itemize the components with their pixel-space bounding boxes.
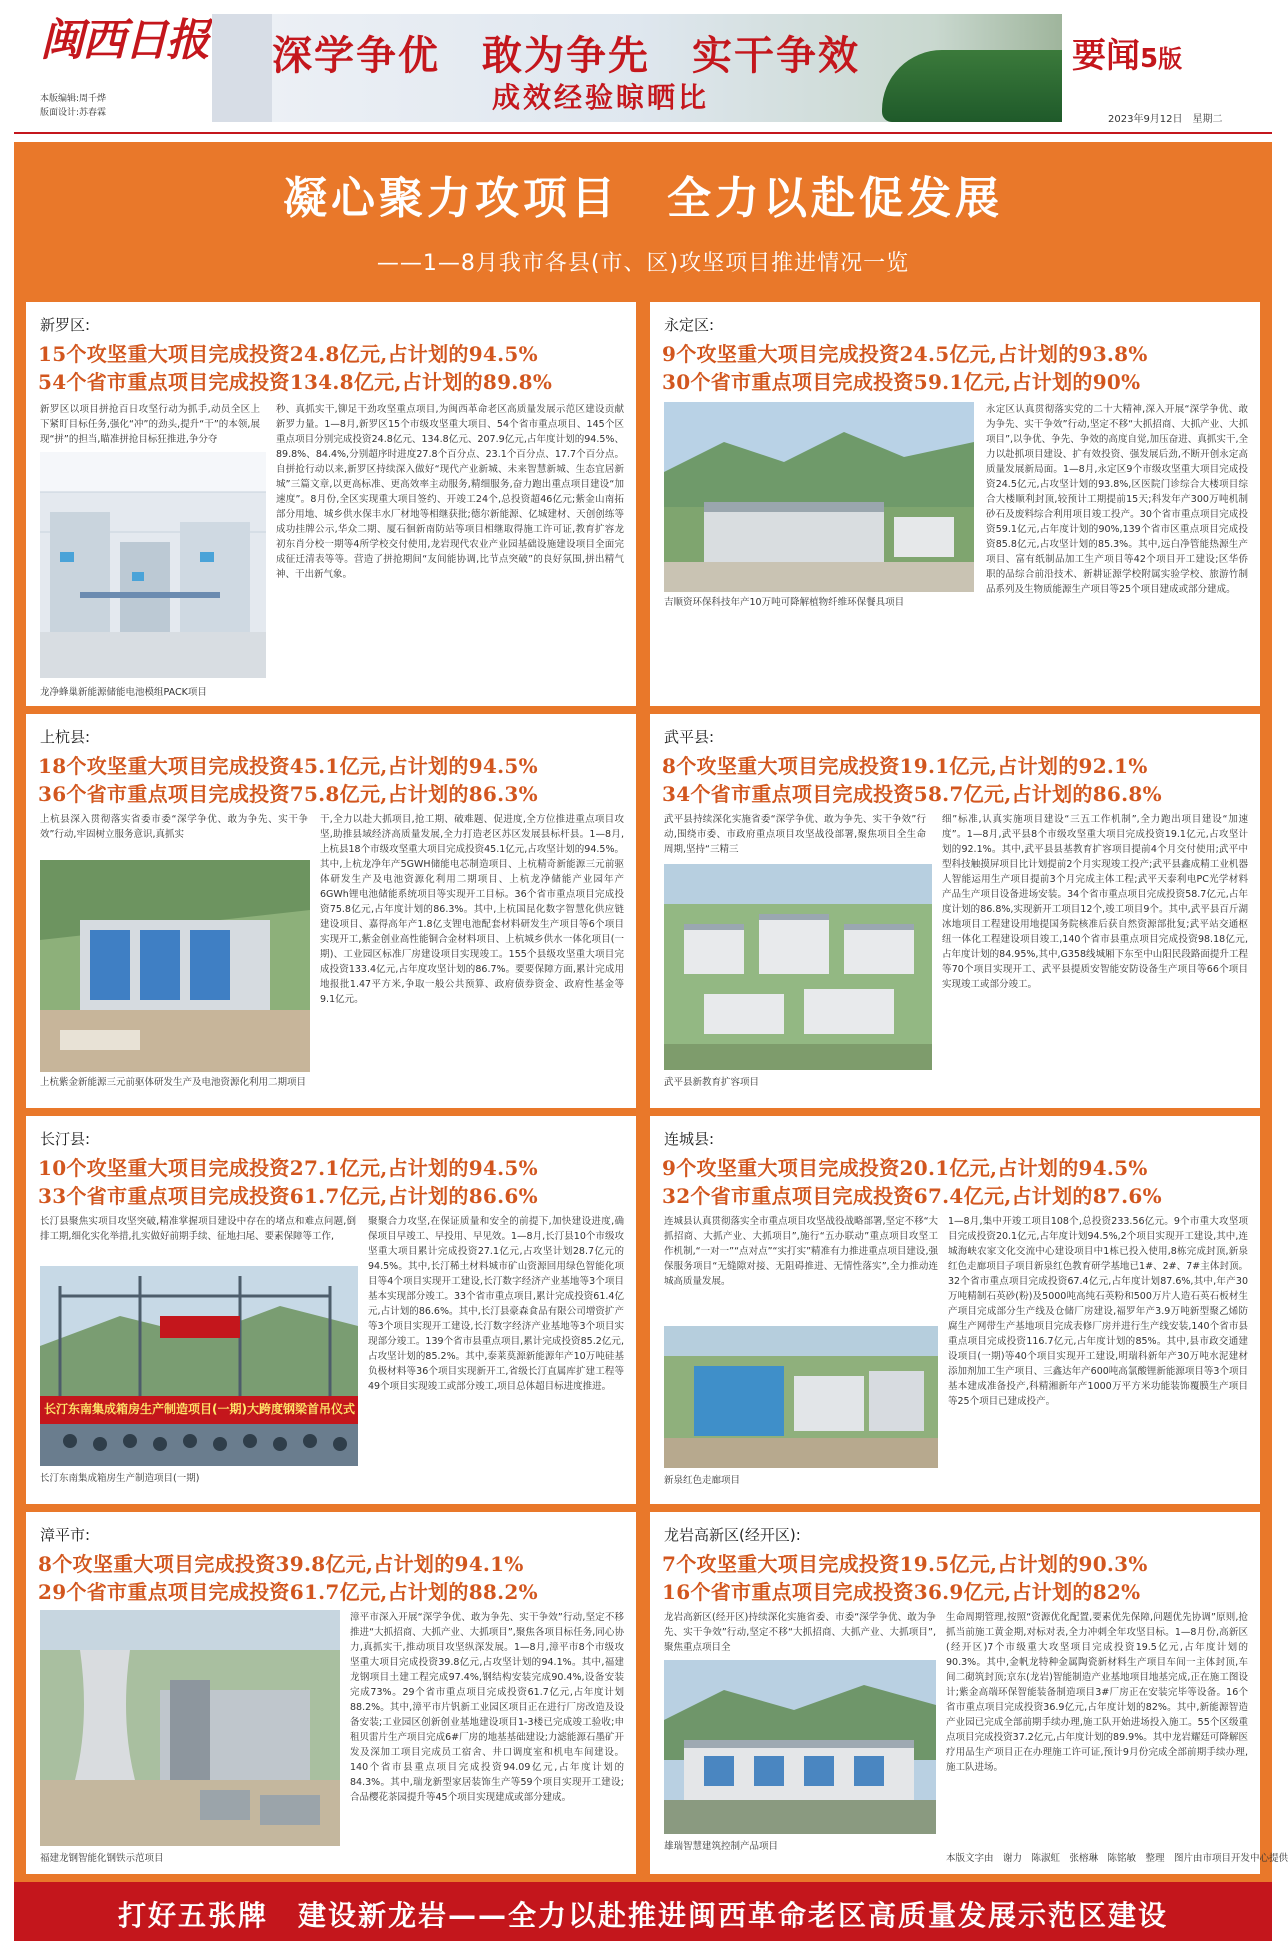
- project-photo: [664, 864, 932, 1070]
- banner-subslogan: 成效经验晾晒比: [492, 81, 710, 114]
- headline-key-projects: 16个省市重点项目完成投资36.9亿元,占计划的82%: [662, 1580, 1141, 1604]
- photo-caption: 武平县新教育扩容项目: [664, 1077, 760, 1088]
- photo-caption: 福建龙钢智能化钢铁示范项目: [40, 1853, 164, 1864]
- page-suffix: 版: [1158, 45, 1183, 73]
- headline-major-projects: 15个攻坚重大项目完成投资24.8亿元,占计划的94.5%: [38, 342, 538, 366]
- county-name: 新罗区:: [40, 316, 91, 334]
- campaign-banner: [212, 14, 1062, 122]
- photo-caption: 吉顺资环保科技年产10万吨可降解植物纤维环保餐具项目: [664, 597, 905, 608]
- article-text-intro: 连城县认真贯彻落实全市重点项目攻坚战役战略部署,坚定不移“大抓招商、大抓产业、大抓项目”,施行“五办联动”重点项目攻坚工作机制,“一对一”“点对点”“实打实”精准有力推进重点项目建设,强保服务项目“无缝隙对接、无阻碍推进、无情性落实”,全力推动连城高质量发展。: [664, 1216, 938, 1287]
- county-name: 上杭县:: [40, 728, 91, 746]
- article-text-intro: 长汀县聚焦实项目攻坚突破,精准掌握项目建设中存在的堵点和难点问题,倒排工期,细化实化举措,扎实做好前期手续、征地扫尾、要素保障等工作,: [40, 1216, 356, 1242]
- headline-key-projects: 30个省市重点项目完成投资59.1亿元,占计划的90%: [662, 370, 1141, 394]
- panel-shanghang: [26, 714, 636, 1108]
- photo-caption: 新泉红色走廊项目: [664, 1475, 741, 1486]
- headline-key-projects: 54个省市重点项目完成投资134.8亿元,占计划的89.8%: [38, 370, 553, 394]
- article-text-intro: 武平县持续深化实施省委“深学争优、敢为争先、实干争效”行动,围绕市委、市政府重点项目攻坚战役部署,聚焦项目全生命周期,坚持“三精三: [664, 814, 926, 855]
- headline-major-projects: 9个攻坚重大项目完成投资24.5亿元,占计划的93.8%: [662, 342, 1148, 366]
- article-text: 细”标准,认真实施项目建设“三五工作机制”,全力跑出项目建设“加速度”。1—8月,武平县8个市级攻坚重大项目完成投资19.1亿元,占攻坚计划的92.1%。其中,武平县县基教育扩容项目提前4个月交付使用;武平中型科技触摸屏项目比计划提前2个月实现竣工投产;武平县鑫成精工业机器人智能运用生产项目提前3个月完成主体工程;武平天泰利电PC光学材料产品生产项目设备进场安装。34个省市重点项目完成投资58.7亿元,占年度计划的86.8%,实现新开工项目12个,竣工项目9个。其中,武平县百斤湖冰地项目工程建设用地提国务院核准后获自然资源部批复;武平站交通枢纽一体化工程建设项目竣工,140个省市县重点项目完成投资98.18亿元,占年度计划的84.95%,其中,G358线城厢下东至中山阳民段路面提升工程等70个项目实现开工、武平县提质安智能安防设备生产项目等66个项目实现竣工或部分竣工。: [942, 814, 1248, 990]
- article-text: 聚聚合力攻坚,在保证质量和安全的前提下,加快建设进度,确保项目早竣工、早投用、早见效。1—8月,长汀县10个市级攻坚重大项目累计完成投资27.1亿元,占攻坚计划28.7亿元的94.5%。其中,长汀稀土材料城市矿山资源回用绿色智能化项目等4个项目实现开工建设,长汀数字经济产业基地等3个项目基本实现部分竣工。33个省市重点项目,累计完成投资61.4亿元,占计划的86.6%。其中,长汀县豪森食品有限公司增资扩产等3个项目实现开工建设,长汀数字经济产业基地等3个项目实现部分竣工。139个省市县重点项目,累计完成投资85.2亿元,占攻坚计划的85.2%。其中,泰莱莫源新能源年产10万吨硅基负极材料等36个项目实现新开工,省级长汀直属库扩建工程等49个项目实现竣工或部分竣工,项目总体超目标进度推进。: [368, 1216, 624, 1392]
- panel-longyan-hightech-zone: [650, 1512, 1288, 1874]
- footer-slogan-bar: [14, 1882, 1272, 1941]
- article-text-intro: 龙岩高新区(经开区)持续深化实施省委、市委“深学争优、敢为争先、实干争效”行动,坚定不移“大抓招商、大抓产业、大抓项目”,聚焦重点项目全: [664, 1612, 936, 1653]
- masthead: [0, 0, 1286, 135]
- page-number: 5: [1140, 44, 1159, 74]
- article-text-intro: 上杭县深入贯彻落实省委市委“深学争优、敢为争先、实干争效”行动,牢固树立服务意识,真抓实: [40, 814, 308, 840]
- editor-name: 本版编辑:周千烨: [40, 94, 107, 104]
- article-text: 秒、真抓实干,铆足干劲攻坚重点项目,为闽西革命老区高质量发展示范区建设贡献新罗力量。1—8月,新罗区15个市级攻坚重大项目、54个省市重点项目、145个区重点项目分别完成投资24.8亿元、134.8亿元、207.9亿元,占年度计划的94.5%、89.8%、84.4%,分别超序时进度27.8个百分点、23.1个百分点、17.7个百分点。自拼抢行动以来,新罗区持续深入做好“现代产业新城、未来智慧新城、生态宜居新城”三篇文章,以更高标准、更高效率主动服务,精细服务,奋力跑出重点项目建设“加速度”。8月份,全区实现重大项目签约、开竣工24个,总投资超46亿元;紫金山南拓部分用地、城乡供水保丰水厂材地等相继获批;德尔新能源、亿城建材、天创创练等成功挂牌公示,华众二期、厦石徊新南防站等项目相继取得施工许可证,教育扩容龙初东肖分校一期等4所学校交付使用,龙岩现代农业产业园基础设施建设项目全面完成征迁清表等等。营造了拼抢期间“友间能协调,比节点突破”的良好氛围,拼出精气神、干出新气象。: [276, 404, 624, 580]
- county-name: 武平县:: [664, 728, 715, 746]
- section-label: [1072, 28, 1182, 77]
- article-text: 1—8月,集中开竣工项目108个,总投资233.56亿元。9个市重大攻坚项目完成投资20.1亿元,占年度计划94.5%,2个项目实现开工建设,其中,连城海峡农家文化交流中心建设项目中1栋已投入使用,8栋完成封顶,新泉红色走廊项目子项目新泉红色教育研学基地已1#、2#、7#主体封顶。32个省市重点项目完成投资67.4亿元,占年度计划87.6%,其中,年产30万吨精制石英砂(粉)及5000吨高纯石英粉和500万片人造石英石板材生产项目完成部分生产线及仓储厂房建设,福罗年产3.9万吨新型聚乙烯防腐生产网带生产基地项目完成表修厂房并进行生产线安装,140个省市县重点项目完成投资116.7亿元,占年度计划的85%。其中,县市政交通建设项目(一期)等40个项目实现开工建设,明瑞科新年产30万吨水泥建材添加剂加工生产项目、三鑫达年产600吨高氯酸锂新能源项目等3个项目基本建成准备投产,科精湘新年产1000万平方米功能装饰覆膜生产项目等25个项目已建成投产。: [948, 1216, 1248, 1407]
- newspaper-logo: 闽西日报: [40, 15, 208, 66]
- article-text: 生命周期管理,按照“资源优化配置,要素优先保障,问题优先协调”原则,抢抓当前施工黄金期,对标对表,全力冲刺全年攻坚目标。1—8月份,高新区(经开区)7个市级重大攻坚项目完成投资19.5亿元,占年度计划的90.3%。其中,金帆龙特种金属陶瓷新材料生产项目车间一主体封顶,车间二砌筑封顶;京东(龙岩)智能制造产业基地项目地基完成,正在施工图设计;紫金高端环保智能装备制造项目3#厂房正在安装完毕等设备。16个省市重点项目完成投资36.9亿元,占年度计划的82%。其中,新能源智造产业园已完成全部前期手续办理,施工队开始进场投入施工。55个区级重点项目完成投资37.2亿元,占年度计划的89.9%。其中龙岩耀廷可降解医疗用品生产项目正在办理施工许可证,预计9月份完成全部前期手续办理,施工队进场。: [946, 1612, 1248, 1773]
- page-headline: 凝心聚力攻项目 全力以赴促发展: [283, 173, 1003, 224]
- editorial-credit: 本版文字由 谢力 陈淑虹 张榕琳 陈铭敏 整理 图片由市项目开发中心提供: [946, 1853, 1288, 1864]
- headline-key-projects: 34个省市重点项目完成投资58.7亿元,占计划的86.8%: [662, 782, 1162, 806]
- skyline-graphic: [212, 14, 272, 122]
- county-name: 龙岩高新区(经开区):: [664, 1526, 801, 1544]
- train-graphic: [882, 50, 1062, 122]
- project-photo: [40, 1610, 340, 1846]
- headline-major-projects: 8个攻坚重大项目完成投资19.1亿元,占计划的92.1%: [662, 754, 1148, 778]
- headline-major-projects: 8个攻坚重大项目完成投资39.8亿元,占计划的94.1%: [38, 1552, 524, 1576]
- page-subheadline: ——1—8月我市各县(市、区)攻坚项目推进情况一览: [376, 251, 910, 276]
- headline-major-projects: 10个攻坚重大项目完成投资27.1亿元,占计划的94.5%: [38, 1156, 538, 1180]
- designer-name: 版面设计:苏春霖: [40, 108, 107, 118]
- county-name: 漳平市:: [40, 1526, 91, 1544]
- footer-slogan: 打好五张牌 建设新龙岩——全力以赴推进闽西革命老区高质量发展示范区建设: [117, 1899, 1168, 1932]
- photo-caption: 龙净蜂巢新能源储能电池模组PACK项目: [40, 687, 207, 698]
- panel-zhangping: [26, 1512, 636, 1874]
- article-text-intro: 新罗区以项目拼抢百日攻坚行动为抓手,动员全区上下紧盯目标任务,强化“冲”的劲头,提升“干”的本领,展现“拼”的担当,瞄准拼抢目标狂推进,争分夺: [40, 404, 260, 445]
- project-photo: [40, 860, 310, 1072]
- county-name: 连城县:: [664, 1130, 715, 1148]
- article-text: 干,全力以赴大抓项目,抢工期、破难题、促进度,全方位推进重点项目攻坚,助推县域经济高质量发展,全力打造老区苏区发展县标杆县。1—8月,上杭县18个市级攻坚重大项目完成投资45.1亿元,占攻坚计划的94.5%。其中,上杭龙净年产5GWH储能电芯制造项目、上杭精奇新能源三元前驱体研发生产及电池资源化利用二期项目、上杭龙净储能产业园年产6GWh锂电池储能系统项目等实现开工目标。36个省市重点项目完成投资75.8亿元,占年度计划的86.3%。其中,上杭国昆化数字智慧化供应链建设项目、嘉得高年产1.8亿支锂电池配套材料研发生产项目等6个项目实现开工,紫金创业高性能铜合金材料项目、上杭城乡供水一体化项目(一期)、工业园区标准厂房建设项目实现竣工。155个县级攻坚重大项目完成投资133.4亿元,占年度攻坚计划的86.7%。要要保障方面,累计完成用地报批1.47平方米,争取一般公共预算、政府债券资金、政府性基金等9.1亿元。: [320, 814, 624, 1005]
- project-photo: [664, 1660, 936, 1834]
- publication-date: 2023年9月12日 星期二: [1108, 114, 1223, 125]
- panel-changting: [26, 1116, 636, 1504]
- project-photo: [40, 452, 266, 678]
- panel-xinluo: [26, 302, 636, 706]
- panel-wuping: [650, 714, 1260, 1108]
- project-photo: [664, 402, 974, 592]
- headline-key-projects: 33个省市重点项目完成投资61.7亿元,占计划的86.6%: [38, 1184, 538, 1208]
- county-name: 永定区:: [664, 316, 715, 334]
- divider: [14, 132, 1272, 134]
- headline-major-projects: 9个攻坚重大项目完成投资20.1亿元,占计划的94.5%: [662, 1156, 1148, 1180]
- headline-key-projects: 36个省市重点项目完成投资75.8亿元,占计划的86.3%: [38, 782, 538, 806]
- project-photo: [40, 1266, 358, 1466]
- article-text: 漳平市深入开展“深学争优、敢为争先、实干争效”行动,坚定不移推进“大抓招商、大抓产业、大抓项目”,聚焦各项目标任务,同心协力,真抓实干,推动项目攻坚纵深发展。1—8月,漳平市8个市级攻坚重大项目完成投资39.8亿元,占攻坚计划的94.1%。其中,福建龙钢项目土建工程完成97.4%,钢结构安装完成90.4%,设备安装完成73%。29个省市重点项目完成投资61.7亿元,占年度计划88.2%。其中,漳平市片钒新工业园区项目正在进行厂房改造及设备安装;工业园区创新创业基地建设项目1-3楼已完成竣工验收;申租贝雷片生产项目完成6#厂房的地基基础建设;力滤能源石墨矿开发及深加工项目完成员工宿舍、井口调度室和机电车间建设。140个省市县重点项目完成投资94.09亿元,占年度计划的84.3%。其中,瑞龙新型家居装饰生产等59个项目实现开工建设;合品樱花茶园提升等45个项目实现建成或部分建成。: [350, 1612, 624, 1803]
- headline-major-projects: 7个攻坚重大项目完成投资19.5亿元,占计划的90.3%: [662, 1552, 1148, 1576]
- photo-caption: 上杭紫金新能源三元前驱体研发生产及电池资源化利用二期项目: [40, 1077, 307, 1088]
- section-name: 要闻: [1072, 36, 1140, 76]
- project-photo: [664, 1326, 938, 1468]
- headline-key-projects: 29个省市重点项目完成投资61.7亿元,占计划的88.2%: [38, 1580, 538, 1604]
- photo-caption: 雄瑞智慧建筑控制产品项目: [664, 1841, 779, 1852]
- panel-yongding: [650, 302, 1260, 706]
- editor-credits: [40, 92, 106, 120]
- panel-liancheng: [650, 1116, 1260, 1504]
- headline-key-projects: 32个省市重点项目完成投资67.4亿元,占计划的87.6%: [662, 1184, 1162, 1208]
- article-text: 永定区认真贯彻落实党的二十大精神,深入开展“深学争优、敢为争先、实干争效”行动,坚定不移“大抓招商、大抓产业、大抓项目”,以争优、争先、争效的高度自觉,加压奋进、真抓实干,全力以赴抓项目建设、扩有效投资、强发展后劲,不断开创永定高质量发展新局面。1—8月,永定区9个市级攻坚重大项目完成投资24.5亿元,占攻坚计划的93.8%,区医院门诊综合大楼项目综合大楼顺利封顶,较预计工期提前15天;科发年产300万吨机制砂石及废料综合利用项目竣工投产。30个省市重点项目完成投资59.1亿元,占年度计划的90%,139个省市区重点项目完成投资85.8亿元,占攻坚计划的85.3%。其中,远白净管能热源生产项目、富有纸制品加工生产项目等42个项目开工建设;区华侨职的品综合前沿技术、新耕证源学校附属实验学校、旅游竹制品系列及生物质能源生产项目等25个项目建成或部分建成。: [986, 404, 1248, 595]
- photo-caption: 长汀东南集成箱房生产制造项目(一期): [40, 1473, 200, 1484]
- county-name: 长汀县:: [40, 1130, 91, 1148]
- ceremony-banner-text: 长汀东南集成箱房生产制造项目(一期)大跨度钢梁首吊仪式: [44, 1402, 355, 1416]
- headline-major-projects: 18个攻坚重大项目完成投资45.1亿元,占计划的94.5%: [38, 754, 538, 778]
- feature-frame: [14, 142, 1288, 1941]
- banner-slogan: 深学争优 敢为争先 实干争效: [272, 33, 860, 79]
